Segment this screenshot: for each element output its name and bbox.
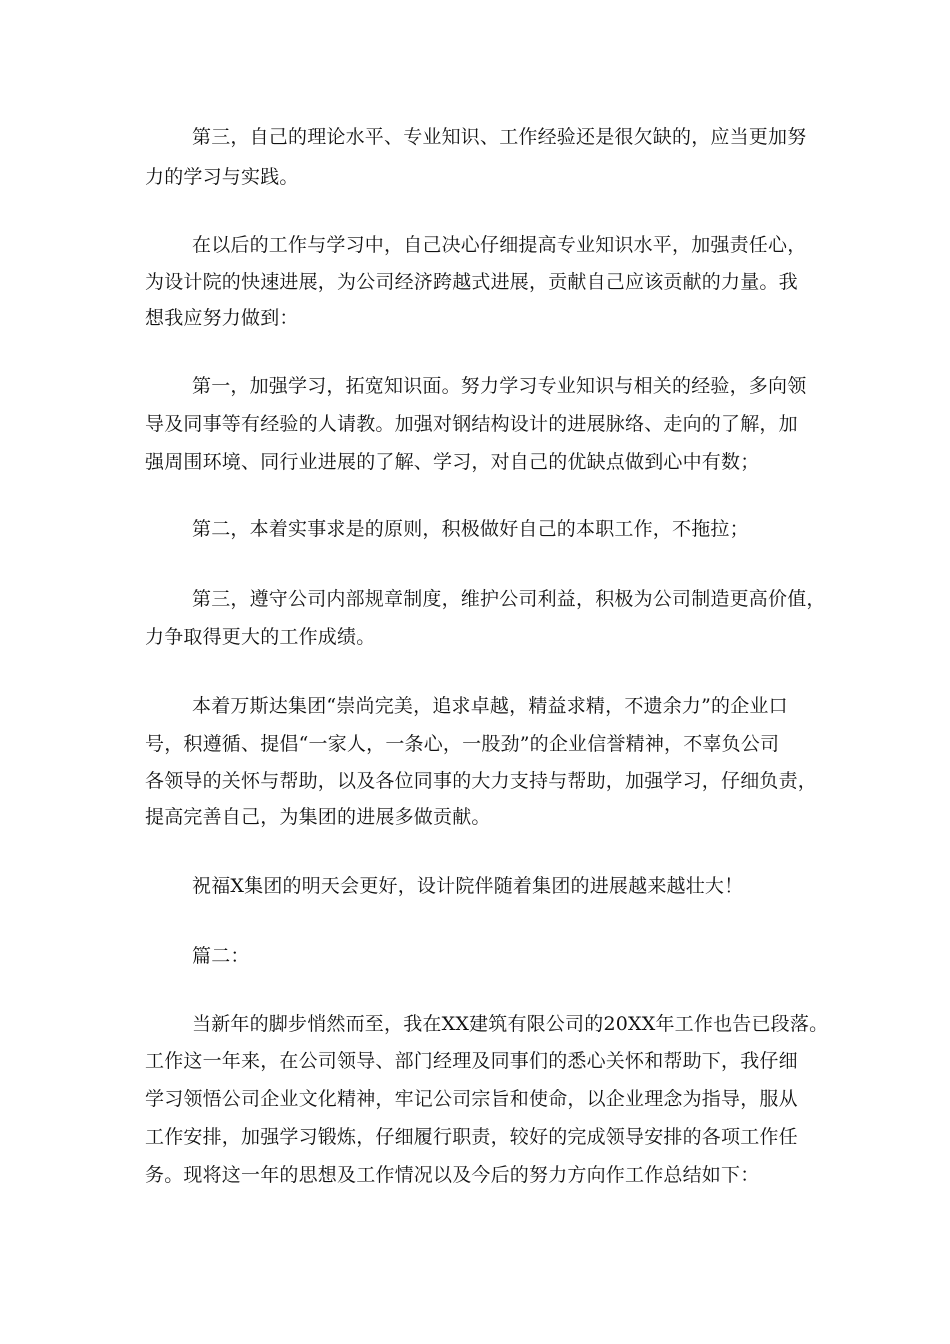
paragraph-line: 力争取得更大的工作成绩。	[145, 626, 376, 648]
paragraph-line: 第三，遵守公司内部规章制度，维护公司利益，积极为公司制造更高价值，	[192, 588, 826, 610]
paragraph-line: 工作安排，加强学习锻炼，仔细履行职责，较好的完成领导安排的各项工作任	[145, 1126, 798, 1148]
paragraph-line: 在以后的工作与学习中，自己决心仔细提高专业知识水平，加强责任心，	[192, 234, 807, 256]
paragraph-line: 当新年的脚步悄然而至，我在XX建筑有限公司的20XX年工作也告已段落。	[192, 1013, 829, 1035]
paragraph-line: 本着万斯达集团“崇尚完美，追求卓越，精益求精，不遗余力”的企业口	[192, 695, 788, 717]
paragraph-line: 各领导的关怀与帮助，以及各位同事的大力支持与帮助，加强学习，仔细负责，	[145, 770, 818, 792]
paragraph-line: 祝福X集团的明天会更好，设计院伴随着集团的进展越来越壮大！	[192, 875, 744, 897]
paragraph-line: 想我应努力做到：	[145, 307, 299, 329]
paragraph-line: 工作这一年来，在公司领导、部门经理及同事们的悉心关怀和帮助下，我仔细	[145, 1050, 798, 1072]
section-heading: 篇二：	[192, 945, 250, 967]
paragraph-line: 第一，加强学习，拓宽知识面。努力学习专业知识与相关的经验，多向领	[192, 375, 807, 397]
paragraph-line: 为设计院的快速进展，为公司经济跨越式进展，贡献自己应该贡献的力量。我	[145, 271, 798, 293]
paragraph-line: 学习领悟公司企业文化精神，牢记公司宗旨和使命，以企业理念为指导，服从	[145, 1088, 798, 1110]
paragraph-line: 号，积遵循、提倡“一家人，一条心，一股劲”的企业信誉精神，不辜负公司	[145, 733, 780, 755]
paragraph-line: 力的学习与实践。	[145, 166, 299, 188]
paragraph-line: 第二，本着实事求是的原则，积极做好自己的本职工作，不拖拉；	[192, 518, 749, 540]
paragraph-line: 第三，自己的理论水平、专业知识、工作经验还是很欠缺的，应当更加努	[192, 126, 807, 148]
paragraph-line: 提高完善自己，为集团的进展多做贡献。	[145, 806, 491, 828]
paragraph-line: 强周围环境、同行业进展的了解、学习，对自己的优缺点做到心中有数；	[145, 451, 760, 473]
paragraph-line: 导及同事等有经验的人请教。加强对钢结构设计的进展脉络、走向的了解，加	[145, 413, 798, 435]
paragraph-line: 务。现将这一年的思想及工作情况以及今后的努力方向作工作总结如下：	[145, 1164, 760, 1186]
